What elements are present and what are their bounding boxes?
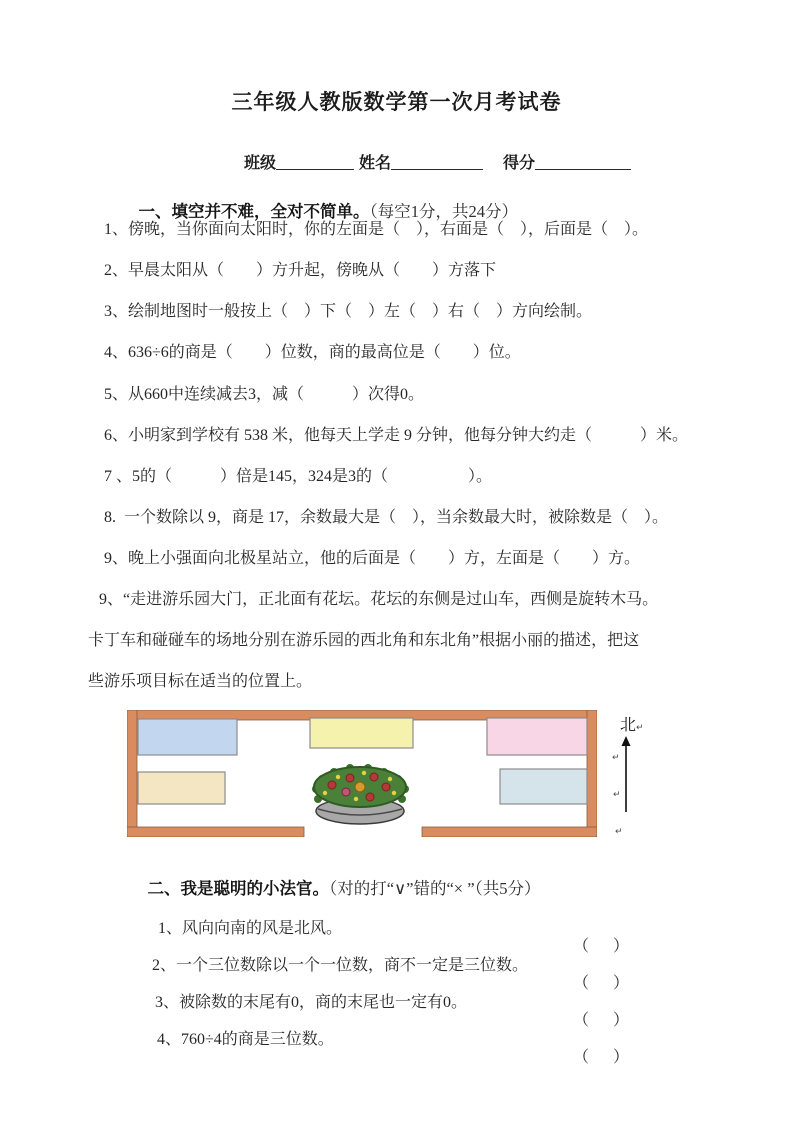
plot-north-center	[310, 718, 413, 748]
s2-item-1-text: 1、风向向南的风是北风。	[158, 920, 343, 937]
s1-question-9: 9、晚上小强面向北极星站立，他的后面是（ ）方，左面是（ ）方。	[104, 550, 641, 567]
s1-question-3: 3、绘制地图时一般按上（ ）下（ ）左（ ）右（ ）方向绘制。	[104, 303, 593, 320]
s2-item-4	[0, 1008, 793, 1080]
paragraph-mark-icon: ↵	[615, 827, 623, 837]
map-wall-left	[127, 710, 137, 837]
section2-heading-title: 二、我是聪明的小法官。	[147, 879, 329, 898]
name-label: 姓名	[359, 155, 392, 172]
north-arrow-icon	[619, 734, 633, 816]
paragraph-mark-icon: ↵	[636, 723, 644, 733]
s1-question-4: 4、636÷6的商是（ ）位数，商的最高位是（ ）位。	[104, 344, 521, 361]
plot-northwest-corner	[138, 719, 237, 755]
paragraph-mark-icon: ↵	[612, 753, 620, 763]
s2-item-3-answer-blank: （ ）	[573, 1012, 634, 1029]
s1-question-9b-line2: 卡丁车和碰碰车的场地分别在游乐园的西北角和东北角”根据小丽的描述，把这	[88, 632, 640, 649]
class-label: 班级	[244, 155, 277, 172]
s1-question-9b-line1: 9、“走进游乐园大门，正北面有花坛。花坛的东侧是过山车，西侧是旋转木马。	[95, 591, 659, 608]
paragraph-mark-icon: ↵	[613, 790, 621, 800]
s1-question-1: 1、傍晚，当你面向太阳时，你的左面是（ ），右面是（ ），后面是（ ）。	[104, 221, 649, 238]
s2-item-2-answer-blank: （ ）	[573, 975, 634, 992]
map-wall-bottom-right	[422, 827, 597, 837]
north-label: 北↵	[620, 717, 644, 734]
map-wall-bottom-left	[127, 827, 304, 837]
s1-question-9b-line3: 些游乐项目标在适当的位置上。	[88, 673, 313, 690]
class-blank-line	[276, 154, 354, 170]
section2-heading-note: （对的打“∨”错的“× ”（共5分）	[329, 879, 541, 898]
amusement-park-map	[127, 710, 597, 837]
s2-item-4-text: 4、760÷4的商是三位数。	[157, 1031, 334, 1048]
s1-question-7: 7 、5的（ ）倍是145，324是3的（ ）。	[104, 468, 493, 485]
s2-item-3-text: 3、被除数的末尾有0，商的末尾也一定有0。	[155, 994, 468, 1011]
s1-question-8: 8. 一个数除以 9，商是 17，余数最大是（ ），当余数最大时，被除数是（ ）。	[104, 509, 669, 526]
s1-question-5: 5、从660中连续减去3，减（ ）次得0。	[104, 386, 425, 403]
s2-item-2-text: 2、一个三位数除以一个一位数，商不一定是三位数。	[152, 957, 529, 974]
section1-heading-note: （每空1分，共24分）	[369, 202, 518, 221]
s2-item-1-answer-blank: （ ）	[573, 938, 634, 955]
plot-east-side	[500, 769, 587, 804]
flower-bed-illustration	[312, 764, 409, 824]
page-title: 三年级人教版数学第一次月考试卷	[231, 90, 562, 114]
map-wall-right	[587, 710, 597, 837]
name-blank-line	[391, 154, 483, 170]
s1-question-2: 2、早晨太阳从（ ）方升起，傍晚从（ ）方落下	[104, 262, 497, 279]
score-blank-line	[535, 154, 631, 170]
s2-item-4-answer-blank: （ ）	[573, 1049, 634, 1066]
plot-northeast-corner	[487, 718, 587, 755]
plot-west-side	[138, 772, 225, 804]
section1-heading-title: 一、填空并不难，全对不简单。	[138, 202, 370, 221]
score-label: 得分	[503, 155, 536, 172]
s1-question-6: 6、小明家到学校有 538 米，他每天上学走 9 分钟，他每分钟大约走（ ）米。	[104, 427, 689, 444]
